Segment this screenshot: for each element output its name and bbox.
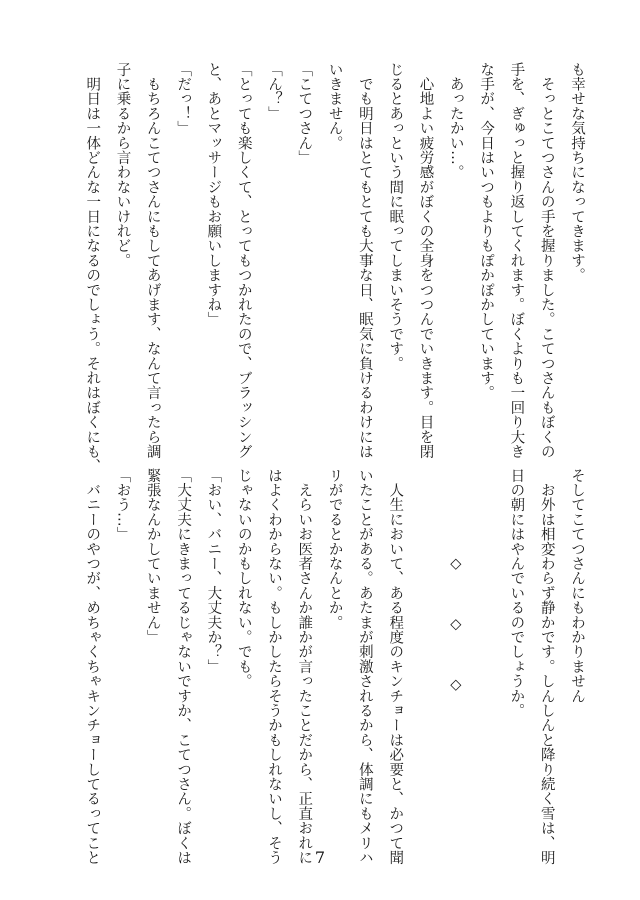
text-line: 手を、ぎゅっと握り返してくれます。ぼくよりも一回り大き xyxy=(508,62,525,459)
text-line: いたことがある。あたまが刺激されるから、体調にもメリハ xyxy=(356,468,373,865)
text-line: じゃないのかもしれない。でも。 xyxy=(235,468,252,689)
lower-text-block xyxy=(0,468,640,865)
text-line: バニーのやつが、めちゃくちゃキンチョーしてるってこと xyxy=(84,468,101,865)
text-line: そっとこてつさんの手を握りました。こてつさんもぼくの xyxy=(538,62,555,459)
text-line: 人生において、ある程度のキンチョーは必要と、かつて聞 xyxy=(387,468,404,865)
text-line: あったかい…。 xyxy=(447,62,464,180)
text-line: 「こてつさん」 xyxy=(296,62,313,165)
text-line: 「おう…」 xyxy=(114,468,131,542)
text-line: も幸せな気持ちになってきます。 xyxy=(569,62,585,283)
text-line: お外は相変わらず静かです。しんしんと降り続く雪は、明 xyxy=(538,468,555,865)
text-line: と、あとマッサージもお願いしますね」 xyxy=(205,62,222,327)
text-line: もちろんこてつさんにもしてあげます、なんて言ったら調 xyxy=(144,62,161,459)
text-line: そしてこてつさんにもわかりません xyxy=(569,468,585,704)
text-line: ◇ ◇ ◇ xyxy=(447,468,464,693)
text-line: えらいお医者さんか誰かが言ったことだから、正直おれに xyxy=(296,468,313,865)
text-line: リがでるとかなんとか。 xyxy=(326,468,343,630)
page-number: 7 xyxy=(314,848,326,867)
text-line: 「とっても楽しくて、とってもつかれたので、ブラッシング xyxy=(235,62,252,459)
text-line xyxy=(415,468,437,483)
text-line: 「ん？」 xyxy=(266,62,282,121)
text-line: 日の朝にはやんでいるのでしょうか。 xyxy=(508,468,525,718)
text-line: いきません。 xyxy=(326,62,343,151)
text-line: 「だっ！」 xyxy=(175,62,192,136)
text-line: 子に乗るから言わないけれど。 xyxy=(114,62,131,268)
text-line: はよくわからない。もしかしたらそうかもしれないし、そう xyxy=(266,468,282,865)
text-line: 緊張なんかしていません」 xyxy=(144,468,161,645)
upper-text-block xyxy=(0,62,640,474)
text-line xyxy=(475,468,497,483)
text-line: な手が、今日はいつもよりもぽかぽかしています。 xyxy=(478,62,495,401)
text-line: でも明日はとてもとても大事な日、眠気に負けるわけには xyxy=(356,62,373,459)
text-line: 「おい、バニー、大丈夫か？」 xyxy=(205,468,222,674)
text-line: 心地よい疲労感がぼくの全身をつつんでいきます。目を閉 xyxy=(417,62,434,459)
text-line: 「大丈夫にきまってるじゃないですか、こてつさん。ぼくは xyxy=(175,468,192,865)
text-line: 明日は一体どんな一日になるのでしょう。それはぼくにも、 xyxy=(84,62,101,474)
text-line: じるとあっという間に眠ってしまいそうです。 xyxy=(387,62,404,371)
